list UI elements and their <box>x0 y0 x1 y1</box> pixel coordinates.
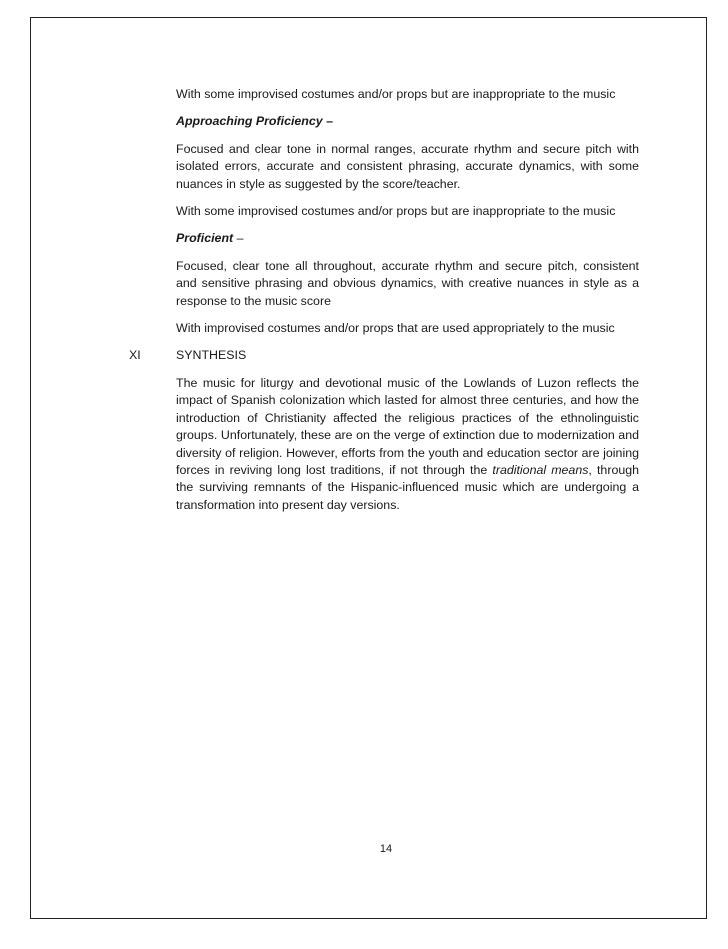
synthesis-italic-phrase: traditional means <box>492 462 589 477</box>
synthesis-text-part-2: , through the surviving remnants of the Hispanic-influenced music which are undergoing a transformation into present day versions. <box>176 462 640 512</box>
proficient-heading-dash: – <box>233 231 244 246</box>
proficient-description-paragraph: Focused, clear tone all throughout, accurate rhythm and secure pitch, consistent and sensitive phrasing and obvious dynamics, with creative nuances in style as a response to the music score <box>176 258 639 308</box>
page-number: 14 <box>379 843 393 855</box>
approaching-heading-label: Approaching Proficiency <box>176 114 323 129</box>
approaching-costume-paragraph: With some improvised costumes and/or props but are inappropriate to the music <box>176 204 616 219</box>
approaching-description-paragraph: Focused and clear tone in normal ranges, accurate rhythm and secure pitch with isolated errors, accurate and consistent phrasing, accurate dynamics, with some nuances in style as suggested by the score/teacher. <box>176 141 639 191</box>
section-title: SYNTHESIS <box>176 348 247 363</box>
document-body <box>129 86 640 524</box>
proficient-costume-paragraph: With improvised costumes and/or props that are used appropriately to the music <box>176 321 615 336</box>
section-number: XI <box>129 348 141 363</box>
approaching-proficiency-heading <box>176 113 639 130</box>
costume-criterion-paragraph: With some improvised costumes and/or props but are inappropriate to the music <box>176 87 616 101</box>
synthesis-text-part-1: The music for liturgy and devotional music of the Lowlands of Luzon reflects the impact of Spanish colonization which lasted for almost three centuries, and how the introduction of Christianity affected the religious practices of the ethnolinguistic groups. Unfortunately, these are on the verge of extinction due to modernization and diversity of religion. However, efforts from the youth and education sector are joining forces in reviving long lost traditions, if not through the <box>176 375 639 477</box>
synthesis-paragraph <box>176 375 639 514</box>
proficient-heading-label: Proficient <box>176 231 234 246</box>
proficient-heading <box>176 230 639 247</box>
synthesis-section-heading <box>129 347 639 364</box>
approaching-heading-dash: – <box>322 114 333 129</box>
